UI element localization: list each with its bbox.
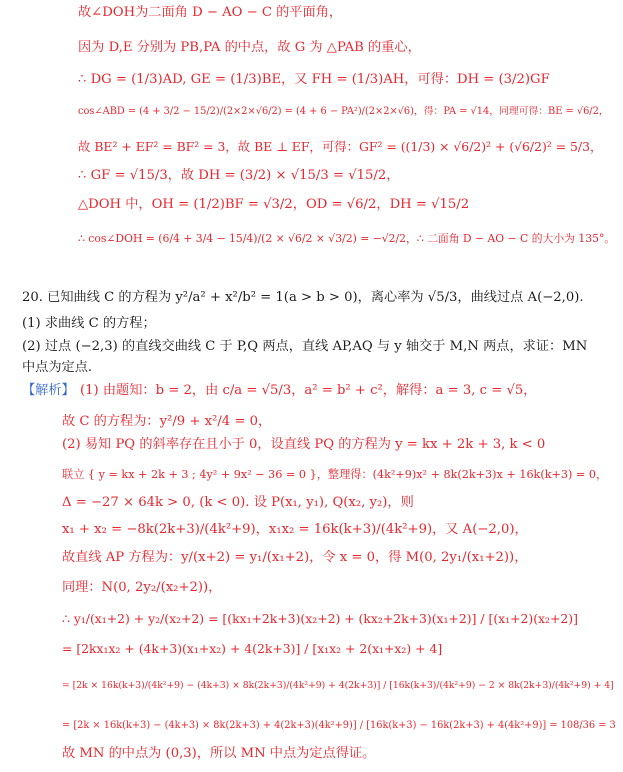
solution-line: △DOH 中，OH = (1/2)BF = √3/2，OD = √6/2，DH = √15/2 [78,197,470,212]
analysis-tag: 【解析】 [22,383,75,398]
solution-line: 故 BE² + EF² = BF² = 3，故 BE ⊥ EF，可得：GF² = ((1/3) × √6/2)² + (√6/2)² = 5/3， [78,139,603,154]
solution-line: = [2k × 16k(k+3) − (4k+3) × 8k(2k+3) + 4(2k+3)(4k²+9)] / [16k(k+3) − 16k(2k+3) + 4(4k²+9)] = 108/36 = 3 [62,720,616,731]
question-stem: 20. 已知曲线 C 的方程为 y²/a² + x²/b² = 1(a > b > 0)，离心率为 √5/3，曲线过点 A(−2,0). [22,290,584,305]
solution-line: 故 MN 的中点为 (0,3)，所以 MN 中点为定点得证。 [62,746,376,761]
solution-line: = [2kx₁x₂ + (4k+3)(x₁+x₂) + 4(2k+3)] / [x₁x₂ + 2(x₁+x₂) + 4] [62,641,443,656]
solution-line: 故∠DOH为二面角 D − AO − C 的平面角， [78,5,343,20]
solution-line: cos∠ABD = (4 + 3/2 − 15/2)/(2×2×√6/2) = (4 + 6 − PA²)/(2×2×√6)，得：PA = √14，同理可得：BE = √6/2， [78,106,609,117]
solution-line: 联立 { y = kx + 2k + 3 ; 4y² + 9x² − 36 = 0 }，整理得：(4k²+9)x² + 8k(2k+3)x + 16k(k+3) = 0， [62,468,608,481]
question-part-1: (1) 求曲线 C 的方程； [22,316,156,331]
solution-line: ∴ GF = √15/3，故 DH = (3/2) × √15/3 = √15/2， [78,168,400,183]
solution-line: ∴ DG = (1/3)AD, GE = (1/3)BE，又 FH = (1/3)AH，可得：DH = (3/2)GF [78,72,550,87]
solution-line: 同理：N(0, 2y₂/(x₂+2))， [62,580,222,595]
question-part-2: (2) 过点 (−2,3) 的直线交曲线 C 于 P,Q 两点，直线 AP,AQ 与 y 轴交于 M,N 两点，求证：MN [22,339,588,354]
solution-line: 故 C 的方程为：y²/9 + x²/4 = 0， [62,414,272,429]
solution-line: Δ = −27 × 64k > 0, (k < 0). 设 P(x₁, y₁), Q(x₂, y₂)，则 [62,495,414,510]
solution-line: = [2k × 16k(k+3)/(4k²+9) − (4k+3) × 8k(2k+3)/(4k²+9) + 4(2k+3)] / [16k(k+3)/(4k²+9) − 2 × 8k(2k+3)/(4k²+9) + 4] [62,680,614,691]
solution-line: ∴ y₁/(x₁+2) + y₂/(x₂+2) = [(kx₁+2k+3)(x₂+2) + (kx₂+2k+3)(x₁+2)] / [(x₁+2)(x₂+2)] [62,611,578,626]
solution-line: x₁ + x₂ = −8k(2k+3)/(4k²+9)，x₁x₂ = 16k(k+3)/(4k²+9)，又 A(−2,0)， [62,522,528,537]
solution-line: (1) 由题知：b = 2，由 c/a = √5/3，a² = b² + c²，解得：a = 3, c = √5， [80,383,537,398]
solution-line: (2) 易知 PQ 的斜率存在且小于 0，设直线 PQ 的方程为 y = kx + 2k + 3, k < 0 [62,437,546,452]
question-part-2-continued: 中点为定点. [22,360,93,375]
solution-line: ∴ cos∠DOH = (6/4 + 3/4 − 15/4)/(2 × √6/2 × √3/2) = −√2/2，∴ 二面角 D − AO − C 的大小为 135°。 [78,232,616,245]
solution-line: 因为 D,E 分别为 PB,PA 的中点，故 G 为 △PAB 的重心， [78,40,421,55]
solution-line: 故直线 AP 方程为：y/(x+2) = y₁/(x₁+2)，令 x = 0，得 M(0, 2y₁/(x₁+2))， [62,550,528,565]
